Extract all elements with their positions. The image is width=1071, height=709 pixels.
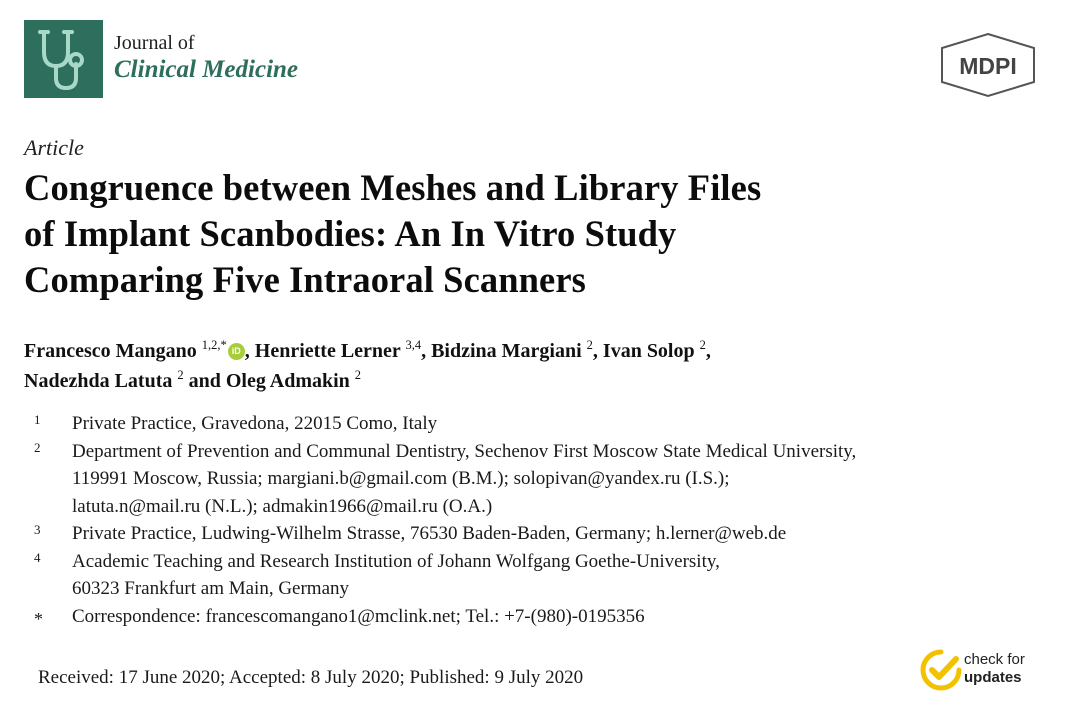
affiliation-number: 4 bbox=[34, 549, 41, 565]
affiliation-text: Private Practice, Ludwing-Wilhelm Strasse, 76530 Baden-Baden, Germany; h.lerner@web.de bbox=[72, 523, 787, 544]
affiliation-text: 60323 Frankfurt am Main, Germany bbox=[72, 578, 350, 599]
title-line: Comparing Five Intraoral Scanners bbox=[24, 259, 586, 300]
author-separator: , bbox=[244, 340, 255, 362]
author-separator: , bbox=[705, 340, 711, 362]
title-line: Congruence between Meshes and Library Files bbox=[24, 167, 762, 208]
affiliation-item bbox=[34, 438, 1054, 521]
article-title bbox=[24, 165, 964, 303]
author-line bbox=[24, 336, 1024, 366]
author-affil: 2 bbox=[699, 338, 706, 352]
title-line: of Implant Scanbodies: An In Vitro Study bbox=[24, 213, 677, 254]
author-affil: 2 bbox=[586, 338, 593, 352]
affiliation-number: 1 bbox=[34, 412, 41, 427]
author-separator: and bbox=[183, 370, 226, 392]
stethoscope-icon bbox=[24, 20, 103, 98]
author-affil: 3,4 bbox=[405, 338, 422, 352]
article-type: Article bbox=[24, 135, 84, 160]
check-for-updates-label[interactable]: check for bbox=[964, 651, 1025, 668]
journal-name: Clinical Medicine bbox=[114, 56, 299, 83]
journal-logo bbox=[24, 20, 103, 98]
correspondence-marker: * bbox=[34, 608, 43, 629]
author-name[interactable]: Ivan Solop bbox=[602, 340, 695, 362]
affiliation-list bbox=[34, 410, 1054, 631]
affiliation-text: Academic Teaching and Research Institution of Johann Wolfgang Goethe-University, bbox=[72, 550, 720, 572]
mdpi-logo[interactable] bbox=[938, 32, 1038, 98]
author-name[interactable]: Francesco Mangano bbox=[24, 340, 197, 362]
correspondence-text: Correspondence: francescomangano1@mclink.net; Tel.: +7-(980)-0195356 bbox=[72, 605, 645, 627]
check-for-updates-icon bbox=[920, 649, 962, 691]
journal-label: Journal of bbox=[114, 32, 195, 54]
author-line bbox=[24, 366, 1024, 396]
author-name[interactable]: Oleg Admakin bbox=[225, 370, 350, 392]
orcid-icon[interactable]: iD bbox=[228, 343, 245, 360]
affiliation-item bbox=[34, 548, 1054, 603]
mdpi-logo-text: MDPI bbox=[959, 53, 1017, 79]
author-affil: 1,2,* bbox=[201, 338, 227, 352]
check-for-updates-label[interactable]: updates bbox=[964, 669, 1022, 686]
author-separator: , bbox=[592, 340, 603, 362]
affiliation-number: 3 bbox=[34, 522, 41, 537]
affiliation-item bbox=[34, 410, 1054, 438]
author-separator: , bbox=[421, 340, 432, 362]
affiliation-text: latuta.n@mail.ru (N.L.); admakin1966@mail.ru (O.A.) bbox=[72, 495, 493, 517]
publication-dates: Received: 17 June 2020; Accepted: 8 July 2020; Published: 9 July 2020 bbox=[38, 667, 584, 688]
correspondence-item bbox=[34, 603, 1054, 631]
author-affil: 2 bbox=[177, 368, 184, 382]
affiliation-text: Department of Prevention and Communal Dentistry, Sechenov First Moscow State Medical University, bbox=[72, 440, 857, 462]
author-list bbox=[24, 336, 1024, 396]
author-affil: 2 bbox=[354, 368, 362, 382]
affiliation-item bbox=[34, 520, 1054, 548]
affiliation-number: 2 bbox=[34, 439, 41, 455]
author-name[interactable]: Bidzina Margiani bbox=[431, 340, 582, 362]
author-name[interactable]: Nadezhda Latuta bbox=[24, 370, 173, 392]
affiliation-text: Private Practice, Gravedona, 22015 Como, Italy bbox=[72, 413, 438, 434]
author-name[interactable]: Henriette Lerner bbox=[254, 340, 401, 362]
affiliation-text: 119991 Moscow, Russia; margiani.b@gmail.com (B.M.); solopivan@yandex.ru (I.S.); bbox=[72, 468, 730, 489]
